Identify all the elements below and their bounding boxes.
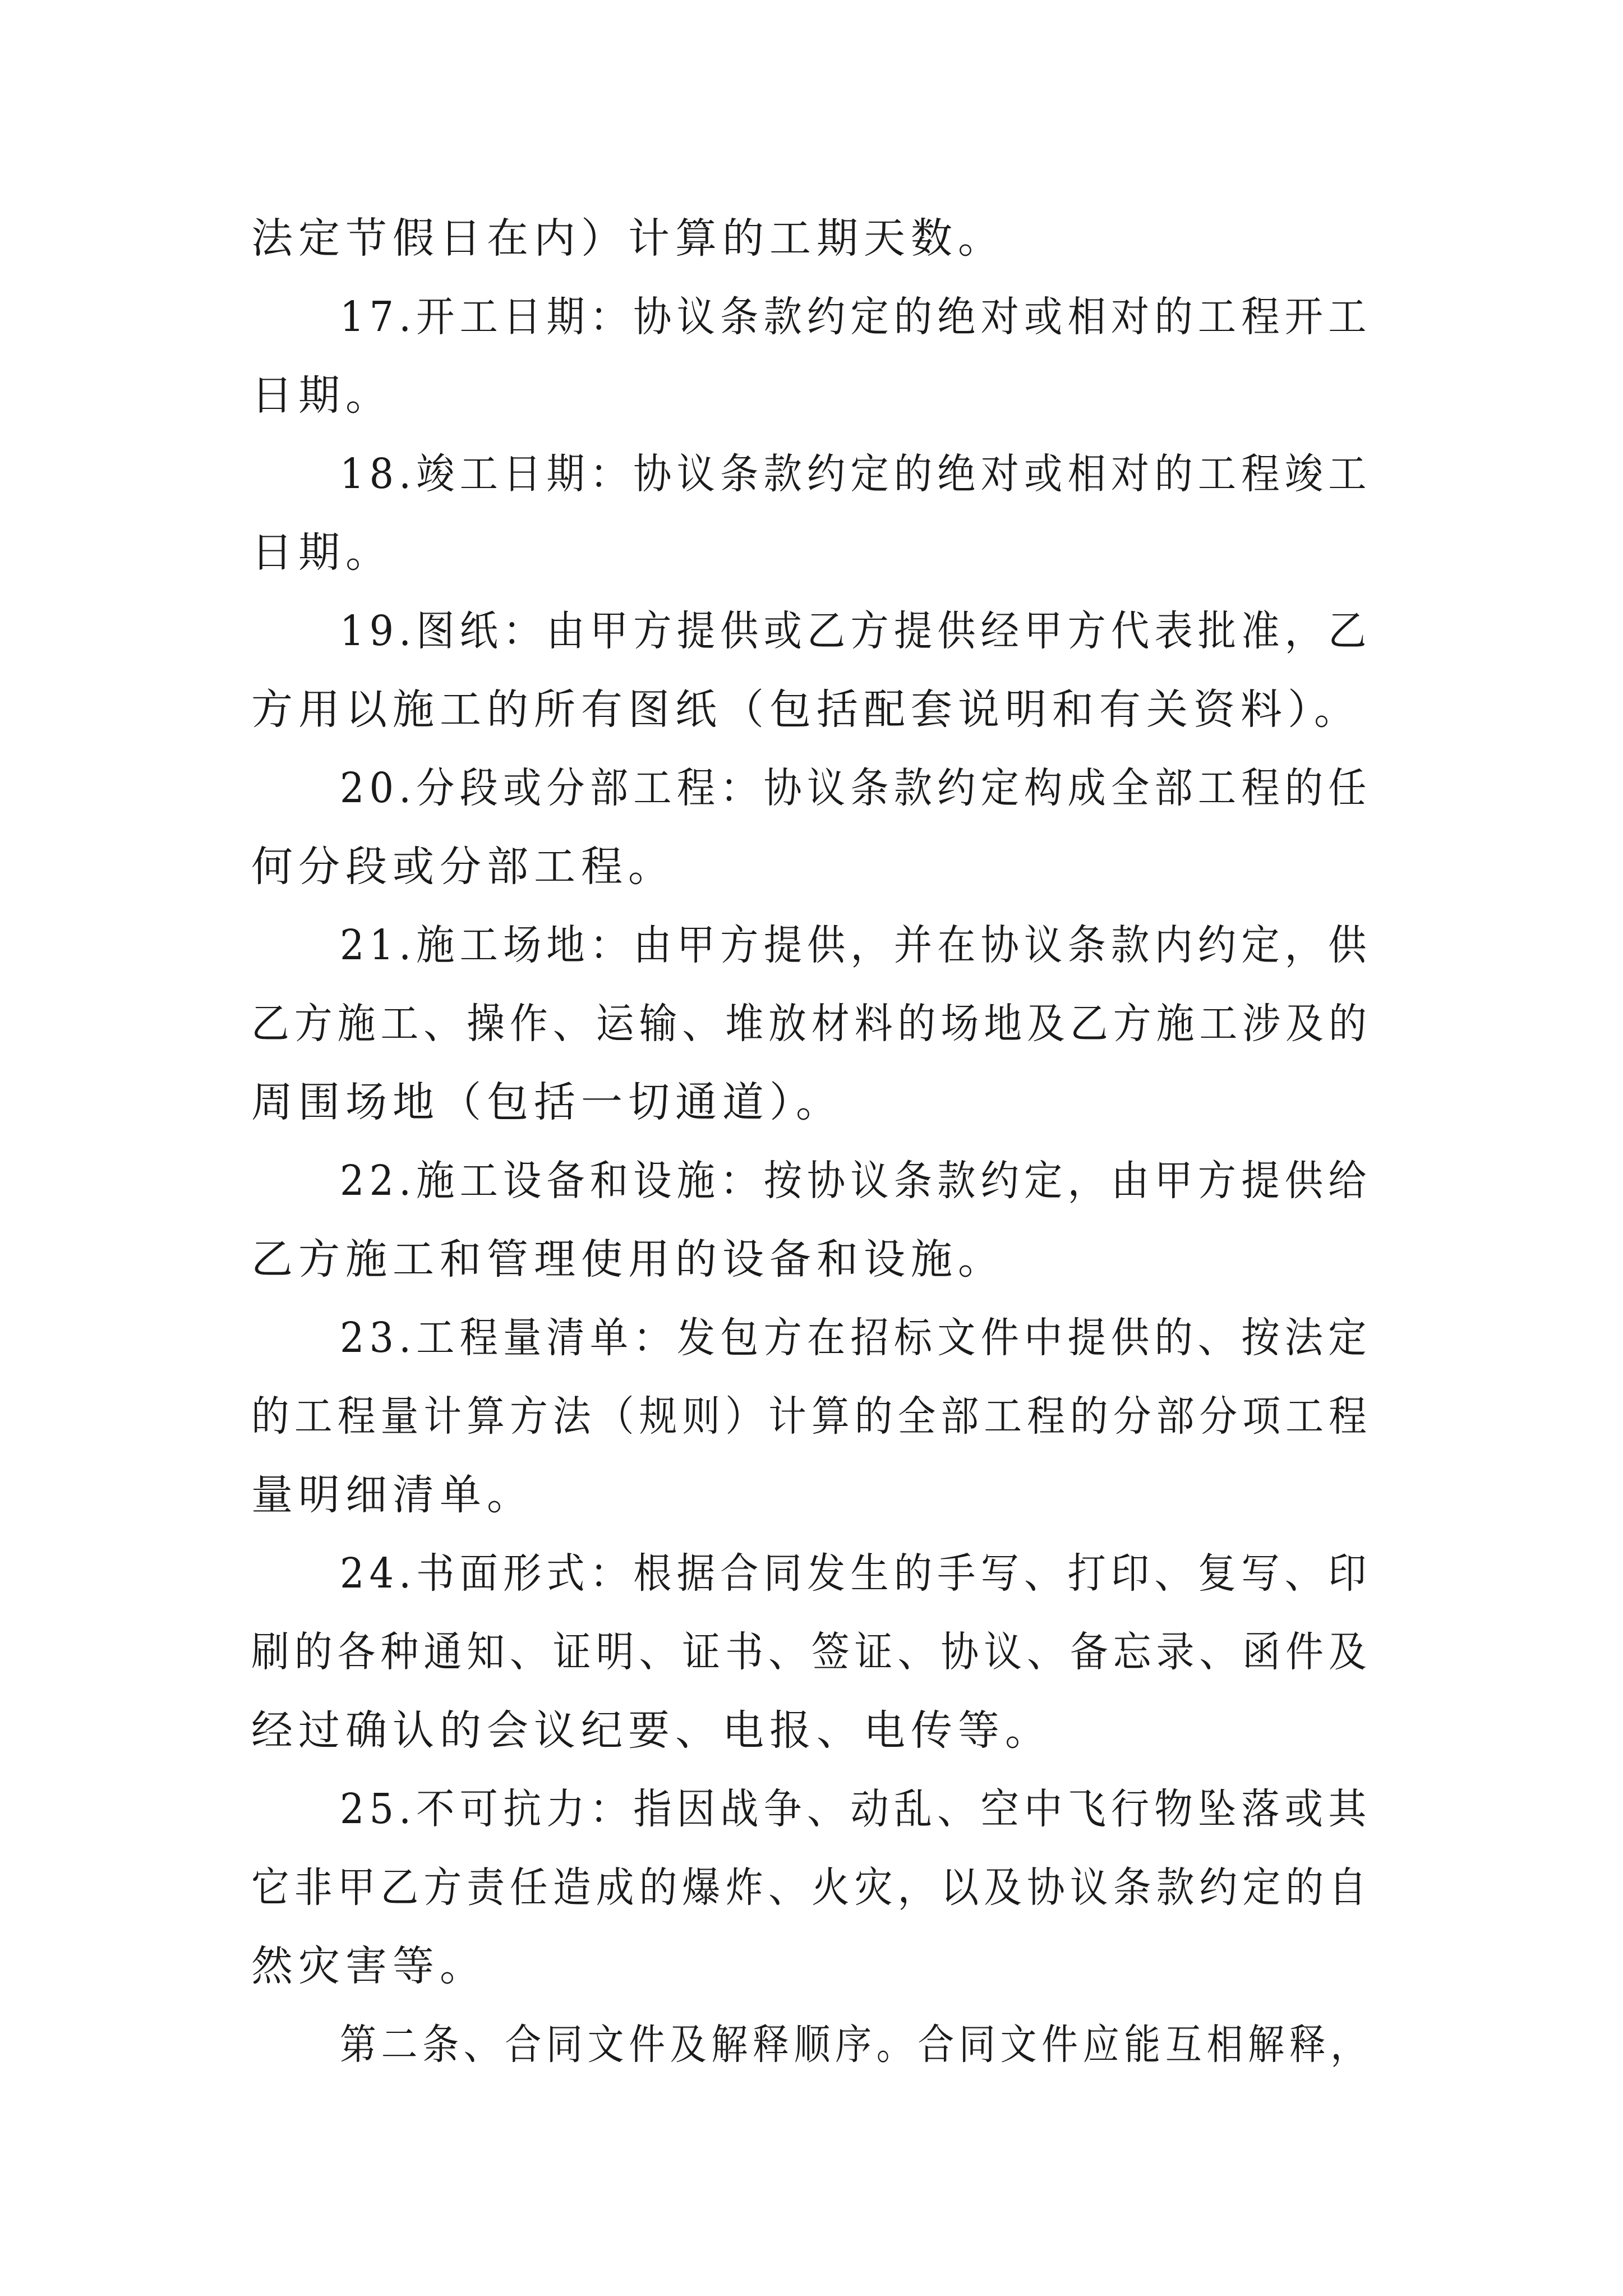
text-line: 乙方施工、操作、运输、堆放材料的场地及乙方施工涉及的 xyxy=(251,1000,1372,1048)
clause-17-line: 17.开工日期：协议条款约定的绝对或相对的工程开工 xyxy=(340,293,1372,341)
text-line: 方用以施工的所有图纸（包括配套说明和有关资料）。 xyxy=(251,685,1361,734)
text-line: 然灾害等。 xyxy=(251,1942,487,1990)
text-line: 量明细清单。 xyxy=(251,1471,534,1519)
clause-20-line: 20.分段或分部工程：协议条款约定构成全部工程的任 xyxy=(340,764,1372,812)
clause-23-line: 23.工程量清单：发包方在招标文件中提供的、按法定 xyxy=(340,1314,1372,1362)
clause-21-line: 21.施工场地：由甲方提供，并在协议条款内约定，供 xyxy=(340,921,1372,969)
clause-25-line: 25.不可抗力：指因战争、动乱、空中飞行物坠落或其 xyxy=(340,1785,1372,1833)
text-line: 它非甲乙方责任造成的爆炸、火灾，以及协议条款约定的自 xyxy=(251,1864,1372,1912)
clause-24-line: 24.书面形式：根据合同发生的手写、打印、复写、印 xyxy=(340,1549,1372,1598)
text-line: 法定节假日在内）计算的工期天数。 xyxy=(251,214,1005,263)
text-line: 的工程量计算方法（规则）计算的全部工程的分部分项工程 xyxy=(251,1392,1372,1441)
clause-18-line: 18.竣工日期：协议条款约定的绝对或相对的工程竣工 xyxy=(340,450,1372,498)
text-line: 经过确认的会议纪要、电报、电传等。 xyxy=(251,1706,1052,1755)
text-line: 日期。 xyxy=(251,371,393,420)
clause-22-line: 22.施工设备和设施：按协议条款约定，由甲方提供给 xyxy=(340,1157,1372,1205)
text-line: 周围场地（包括一切通道）。 xyxy=(251,1078,843,1126)
text-line: 乙方施工和管理使用的设备和设施。 xyxy=(251,1235,1005,1283)
text-line: 刷的各种通知、证明、证书、签证、协议、备忘录、函件及 xyxy=(251,1628,1372,1676)
clause-19-line: 19.图纸：由甲方提供或乙方提供经甲方代表批准，乙 xyxy=(340,607,1372,655)
text-line: 日期。 xyxy=(251,528,393,577)
article-2-heading-line: 第二条、合同文件及解释顺序。合同文件应能互相解释， xyxy=(340,2021,1372,2069)
text-line: 何分段或分部工程。 xyxy=(251,843,675,891)
